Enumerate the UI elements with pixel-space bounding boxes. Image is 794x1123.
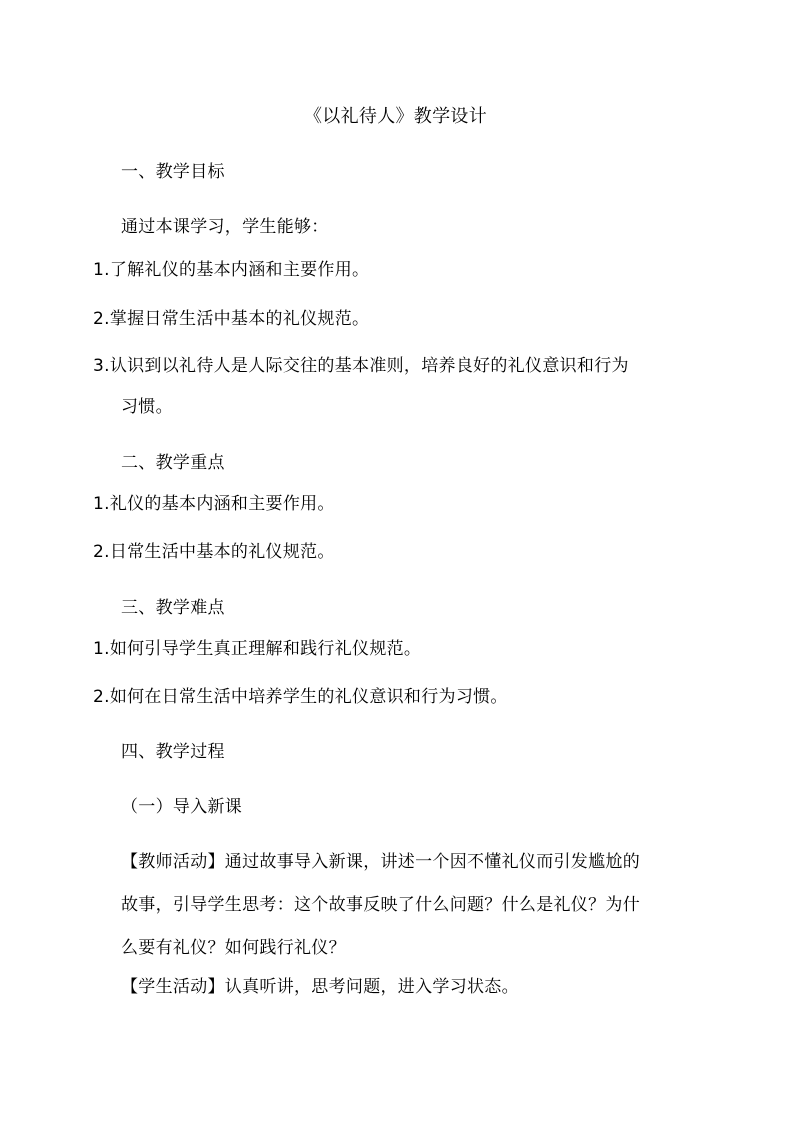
section-heading-difficulties: 三、教学难点 (121, 598, 225, 618)
objective-item-3: 3.认识到以礼待人是人际交往的基本准则，培养良好的礼仪意识和行为 (93, 356, 629, 376)
objectives-intro: 通过本课学习，学生能够： (121, 217, 329, 237)
objective-item-2: 2.掌握日常生活中基本的礼仪规范。 (93, 309, 370, 329)
key-point-item-2: 2.日常生活中基本的礼仪规范。 (93, 542, 335, 562)
subsection-heading-introduction: （一）导入新课 (121, 797, 243, 817)
section-heading-key-points: 二、教学重点 (121, 453, 225, 473)
difficulty-item-1: 1.如何引导学生真正理解和践行礼仪规范。 (93, 639, 422, 659)
objective-item-3-continued: 习惯。 (121, 397, 173, 417)
teacher-activity-line-3: 么要有礼仪？如何践行礼仪？ (121, 938, 346, 958)
student-activity-line: 【学生活动】认真听讲，思考问题，进入学习状态。 (121, 977, 519, 997)
key-point-item-1: 1.礼仪的基本内涵和主要作用。 (93, 494, 335, 514)
section-heading-process: 四、教学过程 (121, 742, 225, 762)
difficulty-item-2: 2.如何在日常生活中培养学生的礼仪意识和行为习惯。 (93, 687, 508, 707)
teacher-activity-line-2: 故事，引导学生思考：这个故事反映了什么问题？什么是礼仪？为什 (121, 895, 640, 915)
objective-item-1: 1.了解礼仪的基本内涵和主要作用。 (93, 260, 370, 280)
document-title: 《以礼待人》教学设计 (304, 106, 487, 127)
teacher-activity-line-1: 【教师活动】通过故事导入新课，讲述一个因不懂礼仪而引发尴尬的 (121, 852, 640, 872)
section-heading-objectives: 一、教学目标 (121, 162, 225, 182)
